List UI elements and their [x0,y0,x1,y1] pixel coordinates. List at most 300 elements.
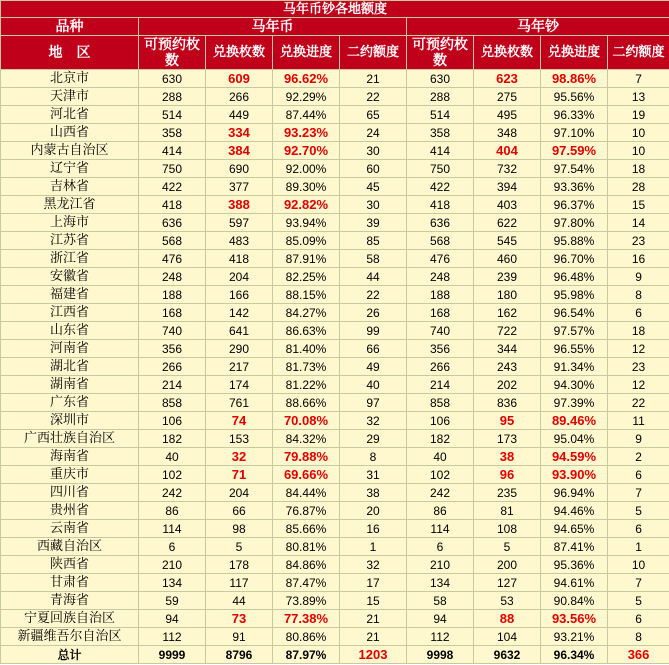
note-reserved-cell: 182 [407,430,474,448]
note-second-cell: 28 [608,178,669,196]
region-cell: 宁夏回族自治区 [1,610,139,628]
note-progress-cell: 94.46% [541,502,608,520]
note-second-cell: 19 [608,106,669,124]
table-row [1,88,669,106]
total-coin-second: 1203 [340,646,407,664]
coin-second-cell: 44 [340,268,407,286]
coin-second-cell: 30 [340,142,407,160]
total-row [1,646,669,664]
note-progress-cell: 97.80% [541,214,608,232]
col-coin-second: 二约额度 [340,36,407,70]
note-progress-cell: 95.56% [541,88,608,106]
coin-exchanged-cell: 761 [206,394,273,412]
note-second-cell: 6 [608,466,669,484]
note-second-cell: 16 [608,250,669,268]
coin-progress-cell: 84.86% [273,556,340,574]
coin-reserved-cell: 476 [139,250,206,268]
coin-progress-cell: 84.44% [273,484,340,502]
region-cell: 安徽省 [1,268,139,286]
note-reserved-cell: 266 [407,358,474,376]
category-label: 品种 [1,18,139,36]
coin-reserved-cell: 248 [139,268,206,286]
note-progress-cell: 95.88% [541,232,608,250]
col-note-progress: 兑换进度 [541,36,608,70]
note-second-cell: 8 [608,286,669,304]
coin-second-cell: 29 [340,430,407,448]
note-exchanged-cell: 95 [474,412,541,430]
table-row [1,142,669,160]
coin-exchanged-cell: 334 [206,124,273,142]
note-progress-cell: 94.61% [541,574,608,592]
coin-reserved-cell: 106 [139,412,206,430]
table-row [1,484,669,502]
note-progress-cell: 95.04% [541,430,608,448]
coin-progress-cell: 80.81% [273,538,340,556]
note-exchanged-cell: 836 [474,394,541,412]
note-progress-cell: 97.57% [541,322,608,340]
note-reserved-cell: 358 [407,124,474,142]
coin-group-header: 马年币 [139,18,407,36]
col-note-reserved [407,36,474,70]
coin-reserved-cell: 40 [139,448,206,466]
coin-second-cell: 20 [340,502,407,520]
coin-progress-cell: 86.63% [273,322,340,340]
note-exchanged-cell: 275 [474,88,541,106]
coin-exchanged-cell: 204 [206,268,273,286]
note-exchanged-cell: 243 [474,358,541,376]
coin-reserved-cell: 210 [139,556,206,574]
coin-exchanged-cell: 217 [206,358,273,376]
note-reserved-cell: 86 [407,502,474,520]
coin-second-cell: 49 [340,358,407,376]
note-progress-cell: 90.84% [541,592,608,610]
note-exchanged-cell: 88 [474,610,541,628]
region-cell: 新疆维吾尔自治区 [1,628,139,646]
coin-progress-cell: 89.30% [273,178,340,196]
note-second-cell: 12 [608,376,669,394]
coin-reserved-cell: 288 [139,88,206,106]
coin-exchanged-cell: 483 [206,232,273,250]
note-second-cell: 13 [608,88,669,106]
note-progress-cell: 96.94% [541,484,608,502]
note-second-cell: 11 [608,412,669,430]
coin-second-cell: 30 [340,196,407,214]
coin-exchanged-cell: 153 [206,430,273,448]
region-cell: 青海省 [1,592,139,610]
region-cell: 上海市 [1,214,139,232]
coin-second-cell: 66 [340,340,407,358]
region-cell: 广东省 [1,394,139,412]
coin-second-cell: 39 [340,214,407,232]
note-exchanged-cell: 53 [474,592,541,610]
coin-second-cell: 15 [340,592,407,610]
table-row [1,196,669,214]
note-progress-cell: 96.33% [541,106,608,124]
coin-exchanged-cell: 44 [206,592,273,610]
coin-reserved-cell: 636 [139,214,206,232]
note-exchanged-cell: 104 [474,628,541,646]
note-exchanged-cell: 460 [474,250,541,268]
region-label: 地 区 [1,36,139,70]
note-progress-cell: 97.39% [541,394,608,412]
table-row [1,466,669,484]
coin-reserved-cell: 214 [139,376,206,394]
note-exchanged-cell: 108 [474,520,541,538]
coin-exchanged-cell: 166 [206,286,273,304]
table-row [1,268,669,286]
note-exchanged-cell: 235 [474,484,541,502]
note-second-cell: 6 [608,520,669,538]
coin-progress-cell: 85.66% [273,520,340,538]
note-second-cell: 5 [608,502,669,520]
note-reserved-cell: 630 [407,70,474,88]
note-progress-cell: 87.41% [541,538,608,556]
region-cell: 四川省 [1,484,139,502]
region-cell: 辽宁省 [1,160,139,178]
region-cell: 重庆市 [1,466,139,484]
table-row [1,124,669,142]
coin-second-cell: 26 [340,304,407,322]
col-coin-reserved [139,36,206,70]
coin-reserved-cell: 858 [139,394,206,412]
table-row [1,430,669,448]
coin-second-cell: 38 [340,484,407,502]
note-second-cell: 5 [608,592,669,610]
region-cell: 湖南省 [1,376,139,394]
coin-progress-cell: 96.62% [273,70,340,88]
coin-exchanged-cell: 71 [206,466,273,484]
coin-exchanged-cell: 690 [206,160,273,178]
coin-progress-cell: 87.47% [273,574,340,592]
note-reserved-cell: 106 [407,412,474,430]
coin-reserved-cell: 356 [139,340,206,358]
note-second-cell: 7 [608,484,669,502]
total-coin-reserved: 9999 [139,646,206,664]
coin-second-cell: 85 [340,232,407,250]
table-row [1,160,669,178]
note-progress-cell: 95.36% [541,556,608,574]
note-progress-cell: 95.98% [541,286,608,304]
table-row [1,70,669,88]
col-coin-progress: 兑换进度 [273,36,340,70]
coin-second-cell: 17 [340,574,407,592]
region-cell: 浙江省 [1,250,139,268]
table-row [1,412,669,430]
total-note-second: 366 [608,646,669,664]
coin-progress-cell: 87.91% [273,250,340,268]
note-progress-cell: 97.54% [541,160,608,178]
note-progress-cell: 91.34% [541,358,608,376]
region-cell: 深圳市 [1,412,139,430]
note-second-cell: 18 [608,160,669,178]
coin-second-cell: 31 [340,466,407,484]
note-second-cell: 15 [608,196,669,214]
coin-second-cell: 32 [340,556,407,574]
note-reserved-cell: 422 [407,178,474,196]
note-second-cell: 10 [608,142,669,160]
note-progress-cell: 94.59% [541,448,608,466]
region-cell: 内蒙古自治区 [1,142,139,160]
note-progress-cell: 93.90% [541,466,608,484]
coin-exchanged-cell: 384 [206,142,273,160]
coin-exchanged-cell: 32 [206,448,273,466]
note-reserved-cell: 58 [407,592,474,610]
note-exchanged-cell: 96 [474,466,541,484]
note-exchanged-cell: 495 [474,106,541,124]
note-progress-cell: 96.37% [541,196,608,214]
coin-second-cell: 22 [340,286,407,304]
coin-exchanged-cell: 609 [206,70,273,88]
table-row [1,214,669,232]
coin-progress-cell: 79.88% [273,448,340,466]
coin-progress-cell: 77.38% [273,610,340,628]
region-cell: 甘肃省 [1,574,139,592]
coin-exchanged-cell: 91 [206,628,273,646]
table-row [1,340,669,358]
coin-reserved-cell: 514 [139,106,206,124]
coin-second-cell: 58 [340,250,407,268]
region-cell: 山东省 [1,322,139,340]
coin-progress-cell: 92.29% [273,88,340,106]
note-progress-cell: 96.70% [541,250,608,268]
coin-reserved-cell: 242 [139,484,206,502]
coin-exchanged-cell: 449 [206,106,273,124]
col-note-exchanged: 兑换枚数 [474,36,541,70]
total-note-exchanged: 9632 [474,646,541,664]
region-cell: 海南省 [1,448,139,466]
note-progress-cell: 96.54% [541,304,608,322]
note-second-cell: 23 [608,232,669,250]
note-exchanged-cell: 732 [474,160,541,178]
note-reserved-cell: 248 [407,268,474,286]
note-reserved-cell: 168 [407,304,474,322]
coin-reserved-cell: 59 [139,592,206,610]
table-row [1,376,669,394]
note-exchanged-cell: 722 [474,322,541,340]
note-second-cell: 23 [608,358,669,376]
coin-second-cell: 40 [340,376,407,394]
coin-progress-cell: 85.09% [273,232,340,250]
note-exchanged-cell: 202 [474,376,541,394]
col-label-line: 数 [165,52,179,69]
region-cell: 山西省 [1,124,139,142]
coin-progress-cell: 87.44% [273,106,340,124]
coin-exchanged-cell: 73 [206,610,273,628]
note-reserved-cell: 102 [407,466,474,484]
note-reserved-cell: 568 [407,232,474,250]
coin-second-cell: 1 [340,538,407,556]
note-reserved-cell: 94 [407,610,474,628]
coin-progress-cell: 84.32% [273,430,340,448]
coin-exchanged-cell: 74 [206,412,273,430]
coin-exchanged-cell: 266 [206,88,273,106]
table-row [1,556,669,574]
coin-exchanged-cell: 597 [206,214,273,232]
coin-second-cell: 21 [340,628,407,646]
note-reserved-cell: 40 [407,448,474,466]
note-group-header: 马年钞 [407,18,669,36]
note-reserved-cell: 414 [407,142,474,160]
region-cell: 广西壮族自治区 [1,430,139,448]
table-row [1,358,669,376]
table-row [1,304,669,322]
col-coin-exchanged: 兑换枚数 [206,36,273,70]
coin-second-cell: 65 [340,106,407,124]
table-title: 马年币钞各地额度 [1,1,669,18]
coin-reserved-cell: 568 [139,232,206,250]
coin-reserved-cell: 740 [139,322,206,340]
coin-exchanged-cell: 641 [206,322,273,340]
note-reserved-cell: 188 [407,286,474,304]
note-reserved-cell: 858 [407,394,474,412]
coin-exchanged-cell: 377 [206,178,273,196]
note-second-cell: 9 [608,430,669,448]
note-progress-cell: 89.46% [541,412,608,430]
note-exchanged-cell: 623 [474,70,541,88]
region-cell: 天津市 [1,88,139,106]
coin-second-cell: 21 [340,70,407,88]
note-second-cell: 6 [608,610,669,628]
note-reserved-cell: 356 [407,340,474,358]
table-row [1,592,669,610]
coin-reserved-cell: 102 [139,466,206,484]
note-exchanged-cell: 162 [474,304,541,322]
coin-reserved-cell: 414 [139,142,206,160]
coin-progress-cell: 73.89% [273,592,340,610]
note-reserved-cell: 242 [407,484,474,502]
note-reserved-cell: 750 [407,160,474,178]
coin-progress-cell: 81.22% [273,376,340,394]
table-row [1,286,669,304]
note-exchanged-cell: 127 [474,574,541,592]
note-second-cell: 14 [608,214,669,232]
col-label-line: 可预约枚 [144,36,200,53]
region-cell: 湖北省 [1,358,139,376]
coin-progress-cell: 81.73% [273,358,340,376]
note-reserved-cell: 636 [407,214,474,232]
region-cell: 陕西省 [1,556,139,574]
total-coin-progress: 87.97% [273,646,340,664]
coin-second-cell: 24 [340,124,407,142]
note-progress-cell: 98.86% [541,70,608,88]
region-cell: 河北省 [1,106,139,124]
note-second-cell: 6 [608,304,669,322]
coin-progress-cell: 93.23% [273,124,340,142]
coin-progress-cell: 88.66% [273,394,340,412]
note-reserved-cell: 418 [407,196,474,214]
note-reserved-cell: 6 [407,538,474,556]
note-reserved-cell: 134 [407,574,474,592]
table-row [1,232,669,250]
total-note-reserved: 9998 [407,646,474,664]
note-progress-cell: 96.48% [541,268,608,286]
coin-exchanged-cell: 204 [206,484,273,502]
note-exchanged-cell: 348 [474,124,541,142]
table-body [1,70,669,646]
note-reserved-cell: 210 [407,556,474,574]
note-second-cell: 1 [608,538,669,556]
note-exchanged-cell: 38 [474,448,541,466]
coin-reserved-cell: 94 [139,610,206,628]
col-note-second: 二约额度 [608,36,669,70]
coin-reserved-cell: 358 [139,124,206,142]
note-second-cell: 8 [608,628,669,646]
note-second-cell: 10 [608,124,669,142]
table-row [1,322,669,340]
total-note-progress: 96.34% [541,646,608,664]
coin-progress-cell: 81.40% [273,340,340,358]
table-row [1,574,669,592]
coin-second-cell: 60 [340,160,407,178]
coin-progress-cell: 80.86% [273,628,340,646]
coin-progress-cell: 93.94% [273,214,340,232]
coin-reserved-cell: 6 [139,538,206,556]
coin-reserved-cell: 630 [139,70,206,88]
coin-progress-cell: 92.00% [273,160,340,178]
table-row [1,106,669,124]
coin-exchanged-cell: 66 [206,502,273,520]
total-coin-exchanged: 8796 [206,646,273,664]
table-row [1,502,669,520]
note-progress-cell: 93.21% [541,628,608,646]
region-cell: 吉林省 [1,178,139,196]
note-exchanged-cell: 394 [474,178,541,196]
coin-exchanged-cell: 290 [206,340,273,358]
table-row [1,628,669,646]
coin-second-cell: 99 [340,322,407,340]
note-progress-cell: 94.30% [541,376,608,394]
note-exchanged-cell: 404 [474,142,541,160]
coin-exchanged-cell: 388 [206,196,273,214]
coin-reserved-cell: 188 [139,286,206,304]
region-cell: 江苏省 [1,232,139,250]
coin-reserved-cell: 134 [139,574,206,592]
coin-progress-cell: 69.66% [273,466,340,484]
note-progress-cell: 94.65% [541,520,608,538]
coin-reserved-cell: 112 [139,628,206,646]
coin-second-cell: 16 [340,520,407,538]
table-row [1,610,669,628]
coin-reserved-cell: 86 [139,502,206,520]
region-cell: 福建省 [1,286,139,304]
note-exchanged-cell: 344 [474,340,541,358]
table-row [1,178,669,196]
coin-progress-cell: 70.08% [273,412,340,430]
note-progress-cell: 93.36% [541,178,608,196]
col-label-line: 数 [433,52,447,69]
coin-reserved-cell: 266 [139,358,206,376]
coin-progress-cell: 84.27% [273,304,340,322]
note-exchanged-cell: 81 [474,502,541,520]
note-second-cell: 2 [608,448,669,466]
coin-reserved-cell: 114 [139,520,206,538]
coin-exchanged-cell: 98 [206,520,273,538]
note-second-cell: 9 [608,268,669,286]
note-second-cell: 10 [608,556,669,574]
table-row [1,250,669,268]
coin-progress-cell: 88.15% [273,286,340,304]
table-row [1,448,669,466]
col-label-line: 可预约枚 [412,36,468,53]
note-reserved-cell: 114 [407,520,474,538]
coin-second-cell: 22 [340,88,407,106]
coin-exchanged-cell: 117 [206,574,273,592]
note-second-cell: 7 [608,70,669,88]
note-exchanged-cell: 5 [474,538,541,556]
note-reserved-cell: 214 [407,376,474,394]
coin-reserved-cell: 422 [139,178,206,196]
coin-reserved-cell: 418 [139,196,206,214]
